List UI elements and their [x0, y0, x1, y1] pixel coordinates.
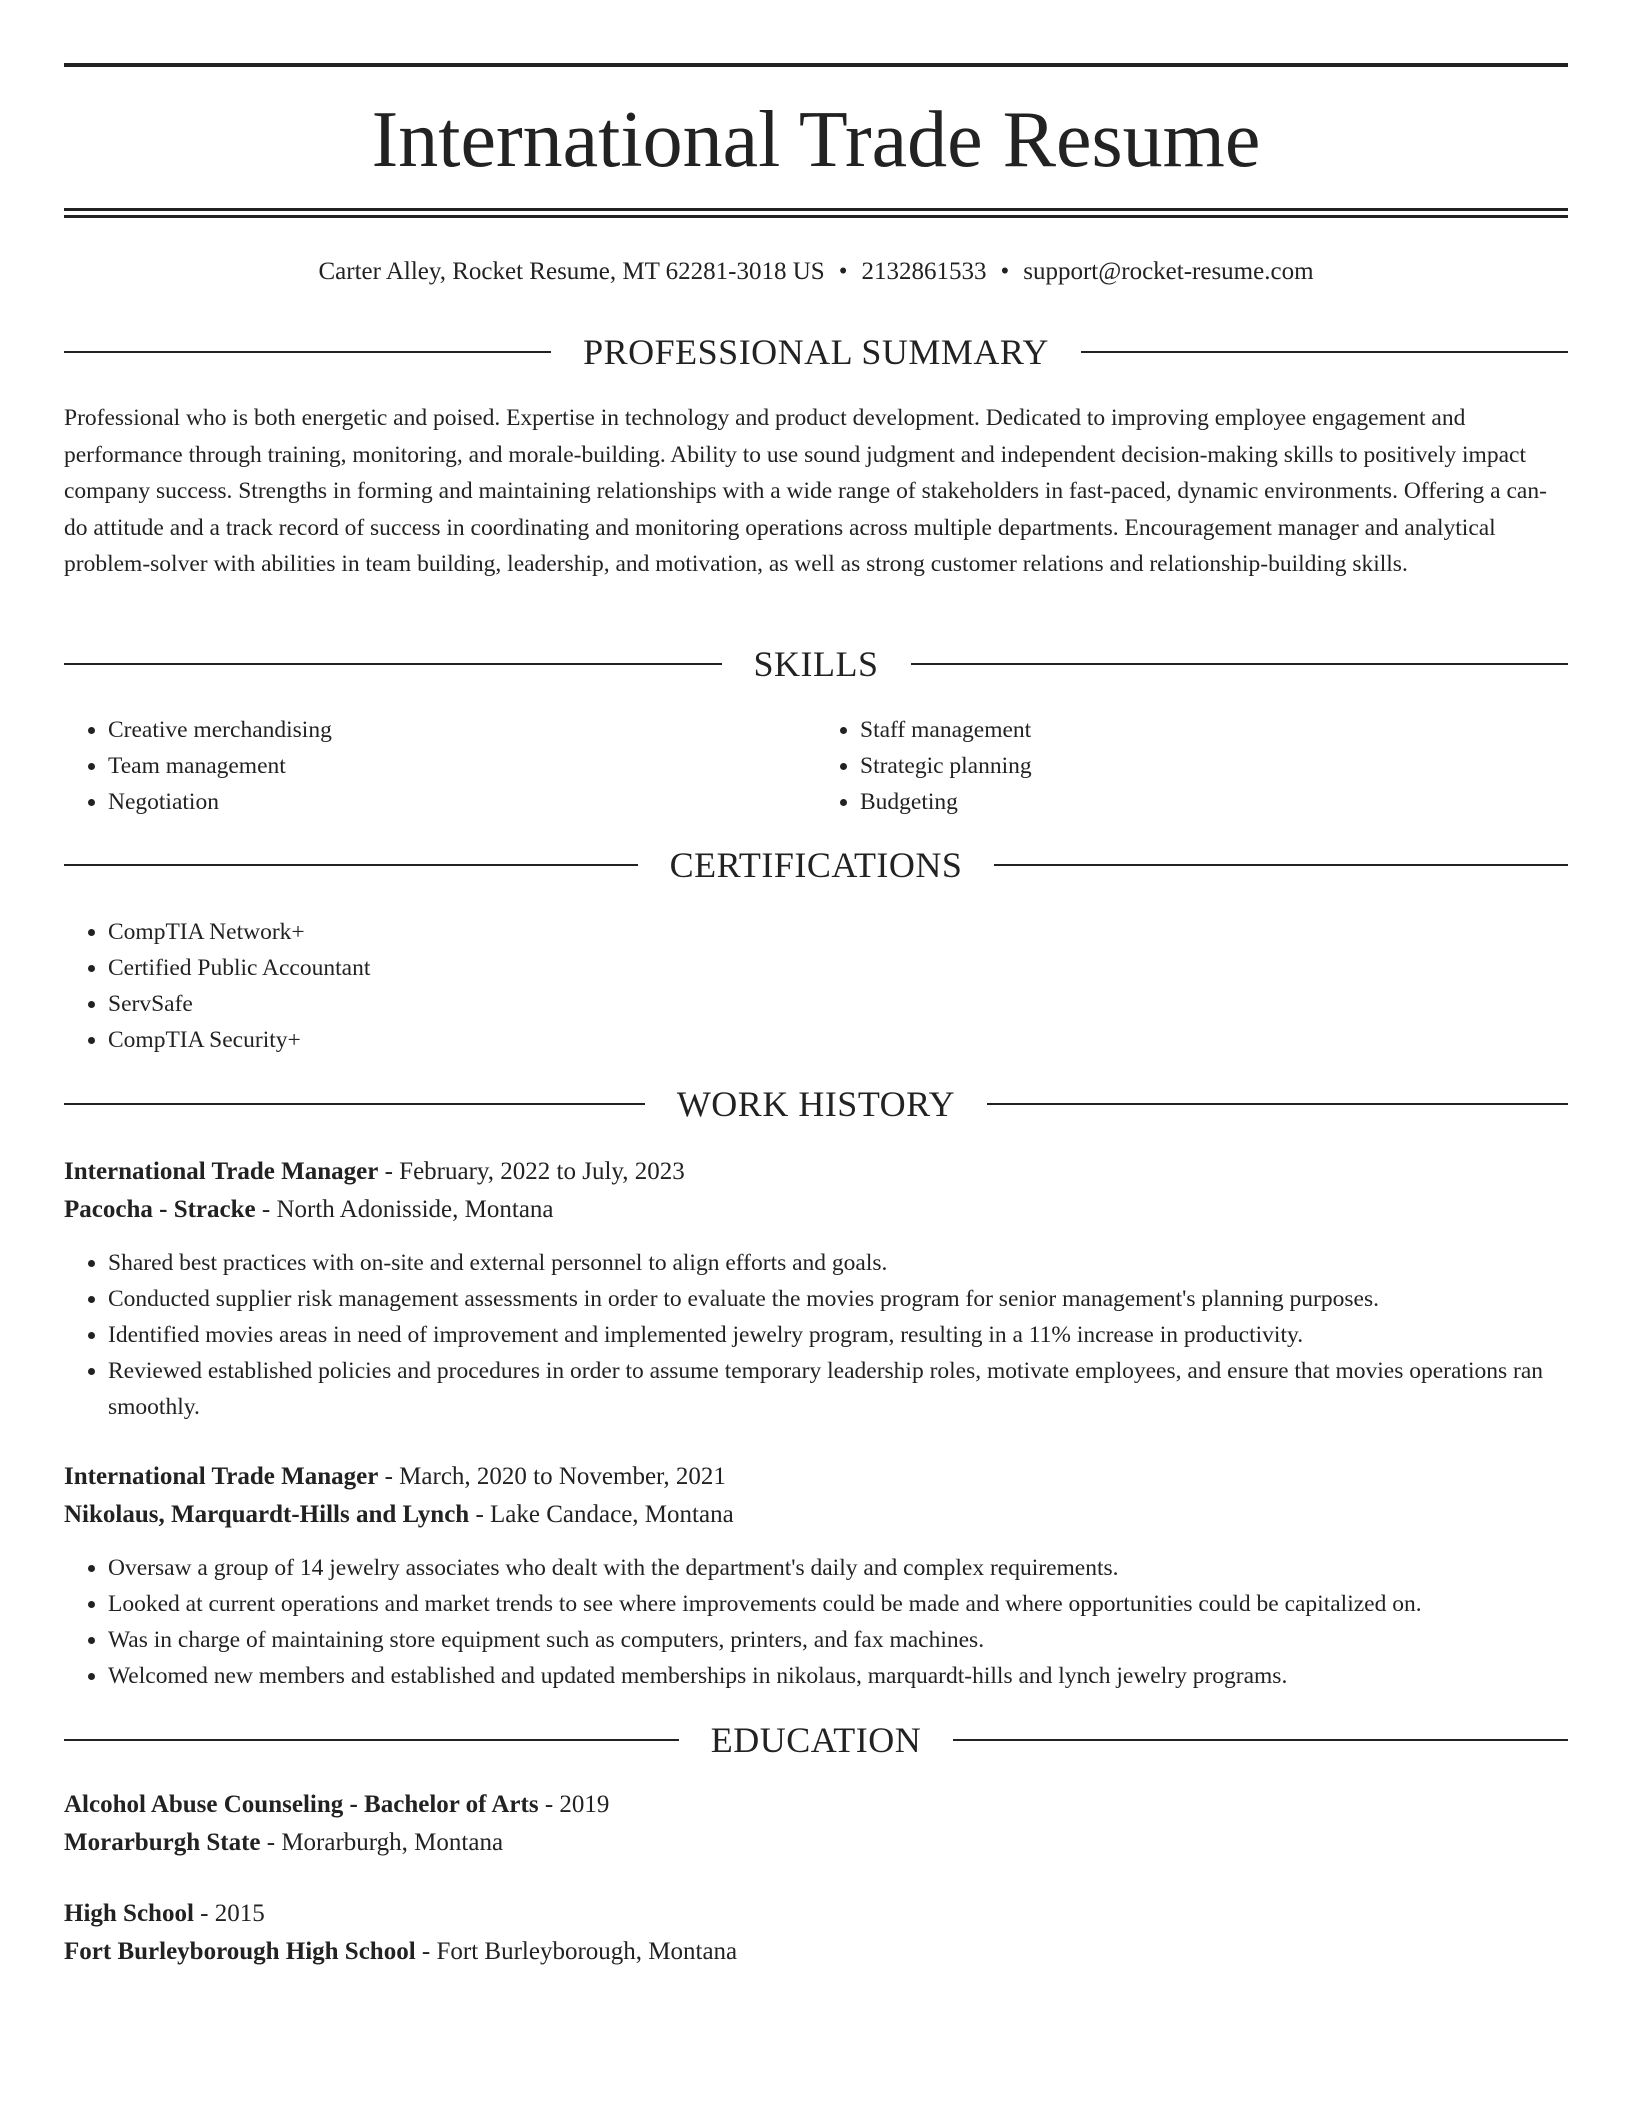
skill-item: • Creative merchandising — [108, 712, 816, 748]
job-bullet: • Welcomed new members and established and updated memberships in nikolaus, marquardt-hills and lynch jewelry programs. — [108, 1658, 1568, 1694]
job-location: - Lake Candace, Montana — [469, 1501, 734, 1528]
job-bullet: • Looked at current operations and market trends to see where improvements could be made and where opportunities could be capitalized on. — [108, 1586, 1568, 1622]
contact-phone: 2132861533 — [861, 258, 987, 285]
job-bullet: • Identified movies areas in need of improvement and implemented jewelry program, resulting in a 11% increase in productivity. — [108, 1317, 1568, 1353]
job-bullets — [64, 1550, 1568, 1694]
job-title-line — [64, 1458, 1568, 1496]
skills-section-header — [64, 642, 1568, 686]
education-section-header — [64, 1718, 1568, 1762]
job-title-line — [64, 1153, 1568, 1191]
section-rule-left — [64, 1103, 645, 1105]
education-degree: Alcohol Abuse Counseling - Bachelor of Arts — [64, 1791, 539, 1818]
education-school-line — [64, 1824, 1568, 1862]
education-school: Morarburgh State — [64, 1829, 261, 1856]
job-entry — [64, 1458, 1568, 1694]
section-rule-right — [911, 663, 1569, 665]
job-company: Nikolaus, Marquardt-Hills and Lynch — [64, 1501, 470, 1528]
summary-heading: PROFESSIONAL SUMMARY — [583, 332, 1049, 372]
education-entry — [64, 1895, 1568, 1971]
skill-item: • Team management — [108, 748, 816, 784]
section-rule-right — [987, 1103, 1568, 1105]
skills-list — [64, 712, 1568, 820]
contact-separator: • — [1000, 258, 1010, 285]
section-rule-right — [994, 864, 1568, 866]
certification-item: • CompTIA Security+ — [108, 1022, 1568, 1058]
skills-column-right — [816, 712, 1568, 820]
section-rule-left — [64, 351, 551, 353]
contact-line — [64, 254, 1568, 290]
education-degree-line — [64, 1895, 1568, 1933]
top-rule — [64, 63, 1568, 67]
certifications-section-header — [64, 843, 1568, 887]
contact-separator: • — [838, 258, 848, 285]
document-title: International Trade Resume — [371, 96, 1261, 184]
job-title: International Trade Manager — [64, 1463, 379, 1490]
education-location: - Morarburgh, Montana — [260, 1829, 504, 1856]
education-heading: EDUCATION — [710, 1720, 922, 1760]
summary-text: Professional who is both energetic and poised. Expertise in technology and product development. Dedicated to improving employee engagement and performance through training, monitoring, and morale-building. Ability to use sound judgment and independent decision-making skills to positively impact company success. Strengths in forming and maintaining relationships with a wide range of stakeholders in fast-paced, dynamic environments. Offering a can-do attitude and a track record of success in coordinating and monitoring operations across multiple departments. Encouragement manager and analytical problem-solver with abilities in team building, leadership, and motivation, as well as strong customer relations and relationship-building skills. — [64, 405, 1547, 577]
job-company-line — [64, 1496, 1568, 1534]
education-degree: High School — [64, 1900, 194, 1927]
contact-address: Carter Alley, Rocket Resume, MT 62281-3018 US — [318, 258, 825, 285]
education-location: - Fort Burleyborough, Montana — [415, 1938, 738, 1965]
certifications-heading: CERTIFICATIONS — [669, 845, 963, 885]
education-entry — [64, 1786, 1568, 1862]
job-bullet: • Shared best practices with on-site and external personnel to align efforts and goals. — [108, 1245, 1568, 1281]
section-rule-left — [64, 864, 638, 866]
contact-email: support@rocket-resume.com — [1023, 258, 1314, 285]
work-history-section-header — [64, 1082, 1568, 1126]
skill-item: • Negotiation — [108, 784, 816, 820]
job-location: - North Adonisside, Montana — [255, 1196, 554, 1223]
skills-column-left — [64, 712, 816, 820]
summary-section-header — [64, 330, 1568, 374]
section-rule-right — [1081, 351, 1568, 353]
education-school-line — [64, 1933, 1568, 1971]
job-bullet: • Conducted supplier risk management assessments in order to evaluate the movies program for senior management's planning purposes. — [108, 1281, 1568, 1317]
education-degree-line — [64, 1786, 1568, 1824]
job-entry — [64, 1153, 1568, 1425]
job-bullet: • Reviewed established policies and procedures in order to assume temporary leadership roles, motivate employees, and ensure that movies operations ran smoothly. — [108, 1353, 1568, 1425]
job-dates: - February, 2022 to July, 2023 — [378, 1158, 685, 1185]
certification-item: • ServSafe — [108, 986, 1568, 1022]
education-year: - 2019 — [538, 1791, 610, 1818]
skill-item: • Strategic planning — [860, 748, 1568, 784]
certification-item: • Certified Public Accountant — [108, 950, 1568, 986]
certification-item: • CompTIA Network+ — [108, 914, 1568, 950]
job-title: International Trade Manager — [64, 1158, 379, 1185]
skill-item: • Budgeting — [860, 784, 1568, 820]
job-company-line — [64, 1191, 1568, 1229]
section-rule-left — [64, 1739, 679, 1741]
title-double-rule — [64, 208, 1568, 218]
job-bullet: • Oversaw a group of 14 jewelry associates who dealt with the department's daily and complex requirements. — [108, 1550, 1568, 1586]
work-history-heading: WORK HISTORY — [676, 1084, 956, 1124]
job-company: Pacocha - Stracke — [64, 1196, 256, 1223]
section-rule-right — [953, 1739, 1568, 1741]
job-bullets — [64, 1245, 1568, 1425]
skill-item: • Staff management — [860, 712, 1568, 748]
education-school: Fort Burleyborough High School — [64, 1938, 416, 1965]
certifications-list — [64, 914, 1568, 1058]
skills-heading: SKILLS — [753, 644, 879, 684]
job-bullet: • Was in charge of maintaining store equipment such as computers, printers, and fax machines. — [108, 1622, 1568, 1658]
section-rule-left — [64, 663, 722, 665]
education-year: - 2015 — [193, 1900, 265, 1927]
job-dates: - March, 2020 to November, 2021 — [378, 1463, 726, 1490]
